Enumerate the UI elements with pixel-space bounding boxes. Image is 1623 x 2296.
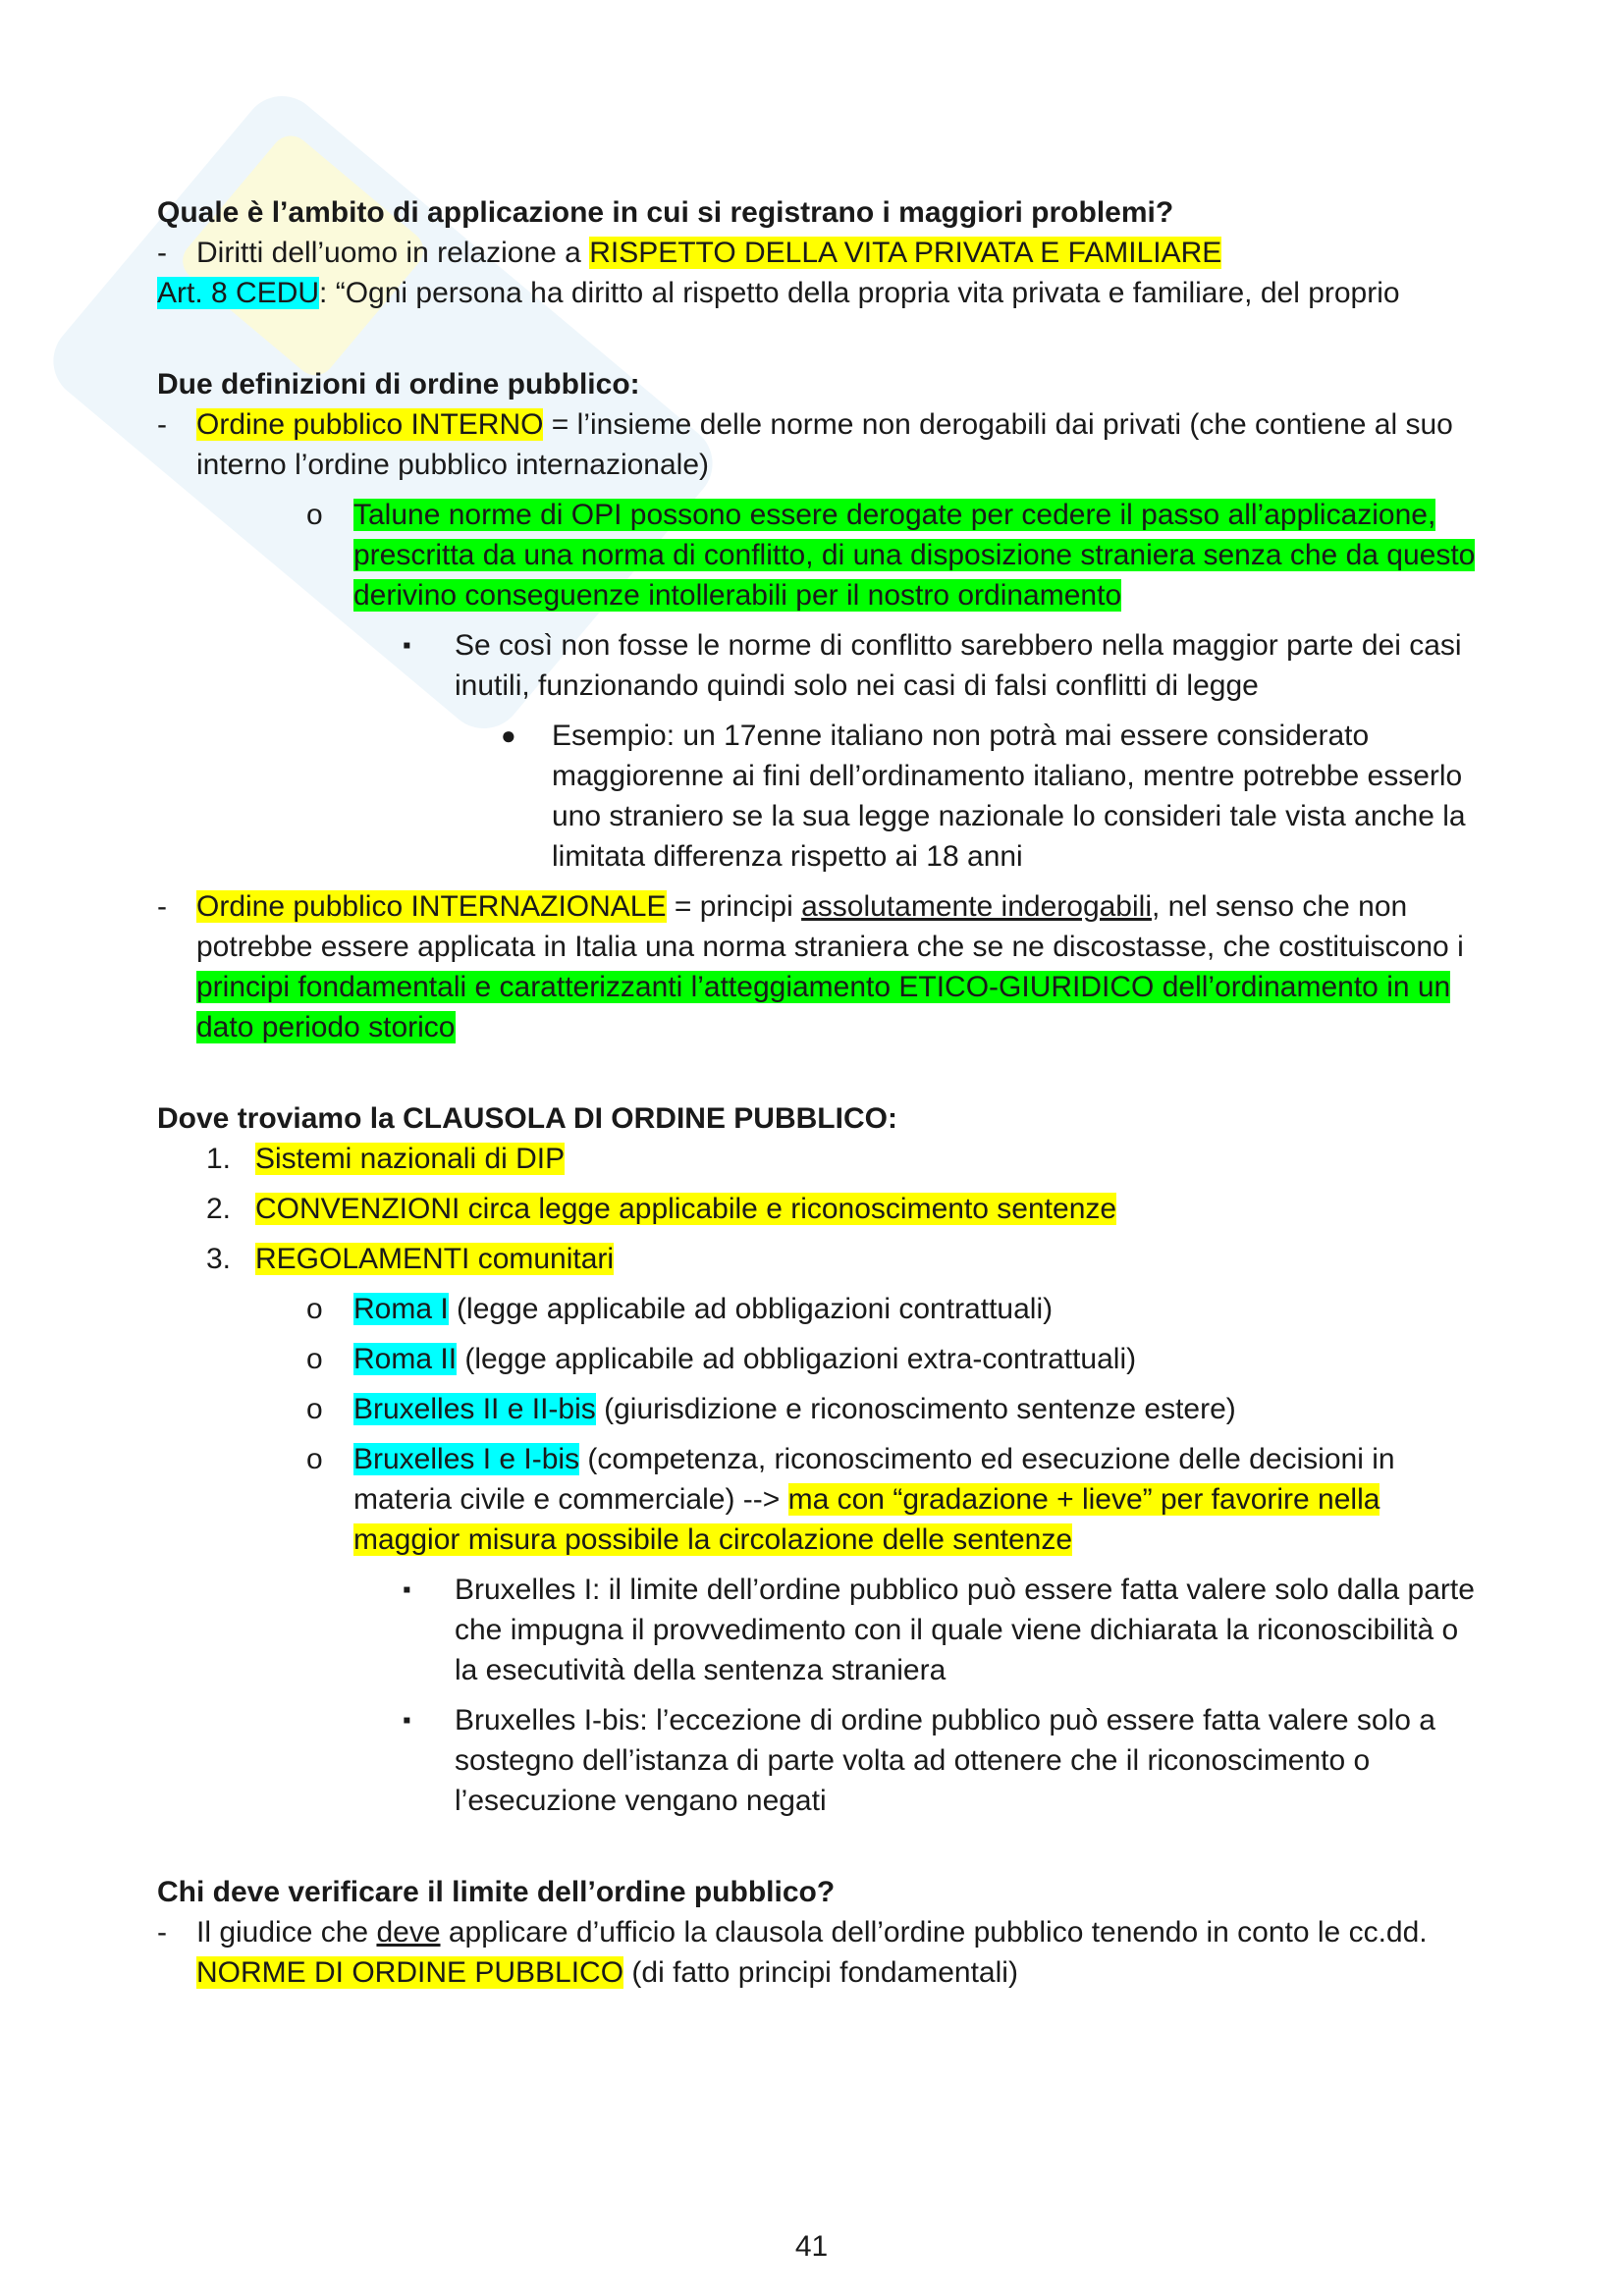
highlight-opint: Ordine pubblico INTERNAZIONALE bbox=[196, 890, 667, 923]
bullet-diritti: - Diritti dell’uomo in relazione a RISPETTO DELLA VITA PRIVATA E FAMILIARE bbox=[157, 233, 1483, 273]
o-marker: o bbox=[306, 1343, 323, 1375]
underline-inderogabili: assolutamente inderogabili bbox=[801, 890, 1152, 923]
o-marker: o bbox=[306, 1393, 323, 1425]
list-item-2: 2. CONVENZIONI circa legge applicabile e riconoscimento sentenze bbox=[206, 1193, 1117, 1225]
sub-opi-esempio: ● Esempio: un 17enne italiano non potrà mai essere considerato maggiorenne ai fini dell’ordinamento italiano, mentre potrebbe esserlo uno straniero se la sua legge nazionale lo consideri tale vista anche la limitata differenza rispetto ai 18 anni bbox=[157, 716, 1483, 877]
sub-bruxelles2: o Bruxelles II e II-bis (giurisdizione e riconoscimento sentenze estere) bbox=[157, 1389, 1483, 1429]
sub-bx-b: ▪ Bruxelles I-bis: l’eccezione di ordine pubblico può essere fatta valere solo a sostegno dell’istanza di parte volta ad ottenere che il riconoscimento o l’esecuzione vengano negati bbox=[157, 1700, 1483, 1821]
dot-bullet-icon: ● bbox=[501, 721, 516, 750]
document-body bbox=[157, 192, 1483, 1993]
o-marker: o bbox=[306, 1293, 323, 1325]
sub-bruxelles1: o Bruxelles I e I-bis (competenza, riconoscimento ed esecuzione delle decisioni in materia civile e commerciale) --> ma con “gradazione + lieve” per favorire nella maggior misura possibile la circolazione delle sentenze bbox=[157, 1439, 1483, 1560]
dash-marker: - bbox=[157, 408, 167, 441]
bullet-giudice: - Il giudice che deve applicare d’ufficio la clausola dell’ordine pubblico tenendo in conto le cc.dd. NORME DI ORDINE PUBBLICO (di fatto principi fondamentali) bbox=[157, 1912, 1483, 1993]
dash-marker: - bbox=[157, 890, 167, 923]
page-number: 41 bbox=[794, 2230, 829, 2263]
bullet-opint: - Ordine pubblico INTERNAZIONALE = principi assolutamente inderogabili, nel senso che non potrebbe essere applicata in Italia una norma straniera che se ne discostasse, che costituiscono i principi fondamentali e caratterizzanti l’atteggiamento ETICO-GIURIDICO dell’ordinamento in un dato periodo storico bbox=[157, 886, 1483, 1047]
sub-roma1: o Roma I (legge applicabile ad obbligazioni contrattuali) bbox=[157, 1289, 1483, 1329]
highlight-opi: Ordine pubblico INTERNO bbox=[196, 408, 544, 441]
o-marker: o bbox=[306, 1443, 323, 1475]
bullet-opi: - Ordine pubblico INTERNO = l’insieme delle norme non derogabili dai privati (che contiene al suo interno l’ordine pubblico internazionale) bbox=[157, 404, 1483, 485]
sub-bx-a: ▪ Bruxelles I: il limite dell’ordine pubblico può essere fatta valere solo dalla parte che impugna il provvedimento con il quale viene dichiarata la riconoscibilità o la esecutività della sentenza straniera bbox=[157, 1570, 1483, 1690]
heading-chi-verifica: Chi deve verificare il limite dell’ordine pubblico? bbox=[157, 1876, 836, 1908]
dash-marker: - bbox=[157, 1916, 167, 1949]
highlight-principi: principi fondamentali e caratterizzanti l’atteggiamento ETICO-GIURIDICO dell’ordinamento in un dato periodo storico bbox=[196, 971, 1451, 1043]
art8-paragraph: Art. 8 CEDU: “Ogni persona ha diritto al rispetto della propria vita privata e familiare, del proprio bbox=[157, 277, 1400, 309]
list-item-1: 1. Sistemi nazionali di DIP bbox=[206, 1143, 566, 1175]
heading-definizioni: Due definizioni di ordine pubblico: bbox=[157, 368, 640, 400]
list-item-3: 3. REGOLAMENTI comunitari bbox=[206, 1243, 615, 1275]
heading-clausola: Dove troviamo la CLAUSOLA DI ORDINE PUBBLICO: bbox=[157, 1102, 897, 1135]
dash-marker: - bbox=[157, 237, 167, 269]
square-bullet-icon: ▪ bbox=[403, 632, 411, 659]
highlight-opi-deroga: Talune norme di OPI possono essere derogate per cedere il passo all’applicazione, prescritta da una norma di conflitto, di una disposizione straniera senza che da questo derivino conseguenze intollerabili per il nostro ordinamento bbox=[353, 499, 1476, 612]
square-bullet-icon: ▪ bbox=[403, 1707, 411, 1734]
square-bullet-icon: ▪ bbox=[403, 1576, 411, 1603]
sub-roma2: o Roma II (legge applicabile ad obbligazioni extra-contrattuali) bbox=[157, 1339, 1483, 1379]
o-marker: o bbox=[306, 499, 323, 531]
heading-ambito: Quale è l’ambito di applicazione in cui si registrano i maggiori problemi? bbox=[157, 196, 1174, 229]
highlight-art8: Art. 8 CEDU bbox=[157, 277, 320, 309]
highlight-rispetto: RISPETTO DELLA VITA PRIVATA E FAMILIARE bbox=[589, 237, 1222, 269]
sub-opi-deroga bbox=[157, 495, 1483, 615]
sub-opi-conflitto: ▪ Se così non fosse le norme di conflitto sarebbero nella maggior parte dei casi inutili, funzionando quindi solo nei casi di falsi conflitti di legge bbox=[157, 625, 1483, 706]
